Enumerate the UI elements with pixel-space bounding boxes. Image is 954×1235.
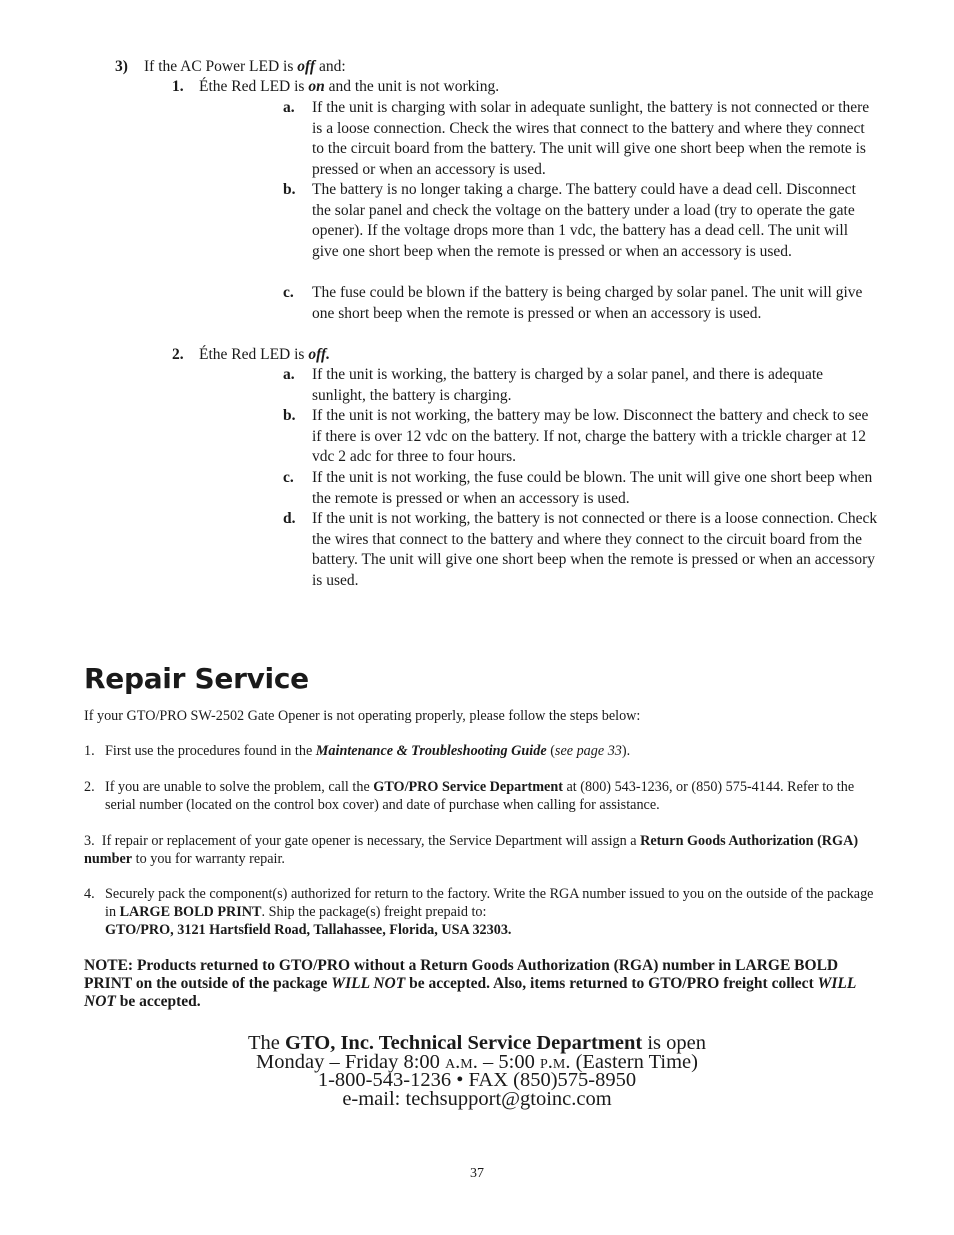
contact-hours: Monday – Friday 8:00 a.m. – 5:00 p.m. (Eastern Time) [256,1050,698,1073]
case-2-sub-b: b. If the unit is not working, the battery may be low. Disconnect the battery and check to see if there is over 12 vdc on the battery. If not, charge the battery with a trickle charger at 12 vdc 2 adc for three to four hours. [283,407,869,466]
page-number: 37 [470,1166,484,1181]
trouble-item-3: 3) If the AC Power LED is off and: [115,57,346,78]
guide-reference: Maintenance & Troubleshooting Guide [315,743,547,759]
contact-line-1: The GTO, Inc. Technical Service Department is open [248,1032,706,1054]
case-1-sub-c: c. The fuse could be blown if the battery is being charged by solar panel. The unit will give one short beep when the remote is pressed or when an accessory is used. [283,284,863,322]
repair-step-4: 4. Securely pack the component(s) authorized for return to the factory. Write the RGA number issued to you on the outside of the package in LARGE BOLD PRINT. Ship the package(s) freight prepaid to: GTO/PRO, 3121 Hartsfield Road, Tallahassee, Florida, USA 32303. [84,886,874,938]
case-2-sub-c: c. If the unit is not working, the fuse could be blown. The unit will give one short beep when the remote is pressed or when an accessory is used. [283,469,873,507]
case-1-sub-a: a. If the unit is charging with solar in adequate sunlight, the battery is not connected or there is a loose connection. Check the wires that connect to the battery and where they connect to the circuit board from the battery. The unit will give one short beep when the remote is pressed or when an accessory is used. [283,99,870,178]
case-2-sub-a: a. If the unit is working, the battery is charged by a solar panel, and there is adequate sunlight, the battery is charging. [283,366,824,404]
contact-email: e-mail: techsupport@gtoinc.com [342,1087,612,1110]
case-1-heading: 1. Éthe Red LED is on and the unit is not working. [172,78,500,95]
repair-intro: If your GTO/PRO SW-2502 Gate Opener is not operating properly, please follow the steps below: [84,708,641,724]
case-1-sub-b: b. The battery is no longer taking a charge. The battery could have a dead cell. Disconnect the solar panel and check the voltage on the battery under a load (try to operate the gate opener). If the voltage drops more than 1 vdc, the battery has a dead cell. The unit will give one short beep when the remote is pressed or when an accessory is used. [283,181,856,260]
contact-phone: 1-800-543-1236 • FAX (850)575-8950 [317,1069,637,1091]
repair-step-3: 3. If repair or replacement of your gate opener is necessary, the Service Department will assign a Return Goods Authorization (RGA) number to you for warranty repair. [84,833,859,867]
contact-block [0,1034,954,1108]
repair-step-1: 1. First use the procedures found in the Maintenance & Troubleshooting Guide (see page 33). [84,743,631,759]
case-2-sub-d: d. If the unit is not working, the battery is not connected or there is a loose connection. Check the wires that connect to the battery and where they connect to the circuit board from the battery. The unit will give one short beep when the remote is pressed or when an accessory is used. [283,510,878,589]
item-number: 3) [115,58,128,75]
return-address: GTO/PRO, 3121 Hartsfield Road, Tallahassee, Florida, USA 32303. [105,922,512,938]
repair-step-2: 2. If you are unable to solve the problem, call the GTO/PRO Service Department at (800) 543-1236, or (850) 575-4144. Refer to the serial number (located on the control box cover) and date of purchase when calling for assistance. [84,779,855,813]
case-2-heading: 2. Éthe Red LED is off. [172,346,331,363]
section-heading: Repair Service [84,662,309,695]
return-note: NOTE: Products returned to GTO/PRO without a Return Goods Authorization (RGA) number in LARGE BOLD PRINT on the outside of the package WILL NOT be accepted. Also, items returned to GTO/PRO freight collect WILL NOT be accepted. [84,957,856,1010]
